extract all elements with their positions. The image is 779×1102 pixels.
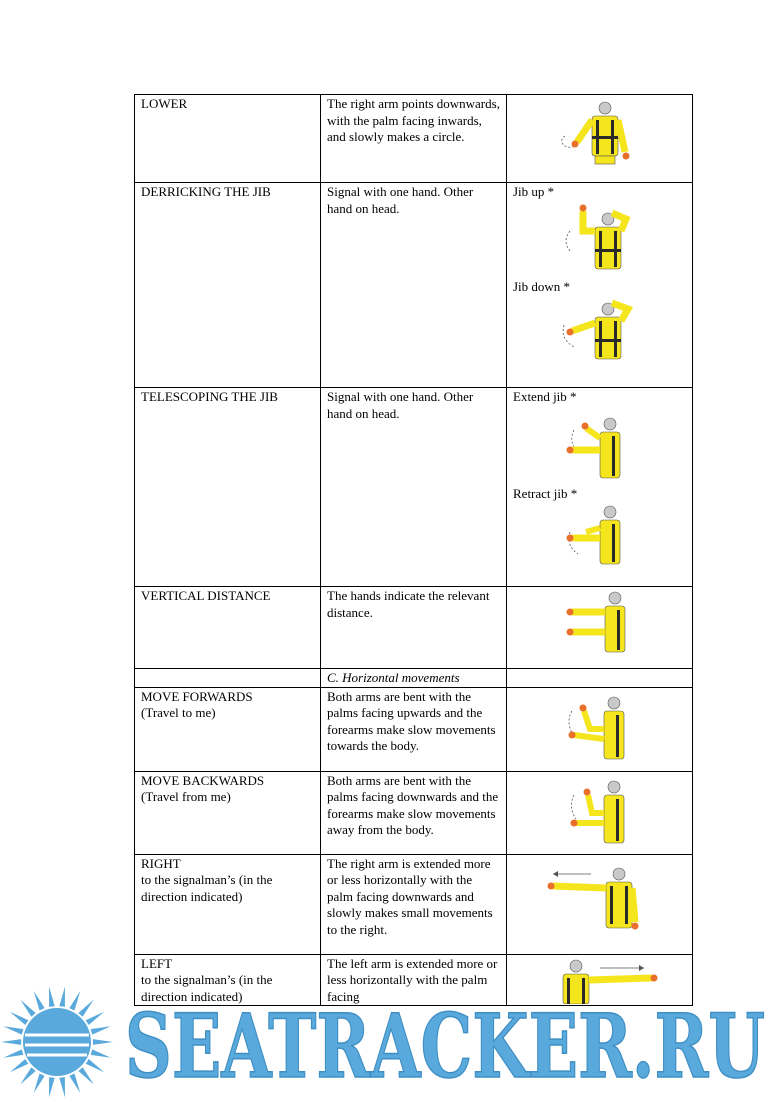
table-row-move-forwards bbox=[135, 687, 693, 771]
jib-up-label: Jib up * bbox=[513, 184, 555, 199]
table-row-lower bbox=[135, 95, 693, 183]
sun-ray bbox=[59, 1077, 65, 1097]
empty-cell bbox=[135, 669, 321, 688]
sun-logo-icon bbox=[1, 987, 113, 1098]
sun-ray bbox=[69, 1073, 80, 1092]
signal-description: The right arm points downwards, with the palm facing inwards, and slowly makes a circle. bbox=[321, 95, 507, 183]
signals-table bbox=[134, 94, 693, 1006]
signalman-lower-figure bbox=[555, 96, 645, 176]
sun-ray bbox=[34, 1073, 45, 1092]
signal-figure-cell bbox=[507, 183, 693, 388]
signal-subtitle: (Travel from me) bbox=[141, 789, 231, 804]
sun-ray bbox=[91, 1026, 111, 1034]
table-row-telescoping bbox=[135, 388, 693, 587]
signal-name: MOVE FORWARDS bbox=[141, 688, 253, 704]
signal-name: TELESCOPING THE JIB bbox=[135, 388, 321, 587]
signal-name: LOWER bbox=[135, 95, 321, 183]
signalman-extend-jib-figure bbox=[560, 406, 640, 486]
signal-subtitle: to the signalman’s (in the direction indicated) bbox=[141, 872, 273, 904]
jib-down-label: Jib down * bbox=[513, 278, 571, 294]
signal-description: Both arms are bent with the palms facing downwards and the forearms make slow movements away from the body. bbox=[321, 771, 507, 854]
signal-name: MOVE BACKWARDS bbox=[141, 772, 265, 788]
signalman-retract-jib-figure bbox=[560, 502, 640, 566]
signal-description: The left arm is extended more or less horizontally with the palm facing bbox=[321, 954, 507, 1006]
signal-figure-cell bbox=[507, 854, 693, 954]
retract-jib-label: Retract jib * bbox=[513, 485, 578, 501]
signal-description: The right arm is extended more or less horizontally with the palm facing downwards and slowly makes small movements to the right. bbox=[321, 854, 507, 954]
signal-subtitle: to the signalman’s (in the direction indicated) bbox=[141, 972, 273, 1004]
signal-description: Signal with one hand. Other hand on head. bbox=[321, 183, 507, 388]
signal-name-cell bbox=[135, 771, 321, 854]
table-row-vertical-distance bbox=[135, 587, 693, 669]
signal-description: Signal with one hand. Other hand on head. bbox=[321, 388, 507, 587]
sun-ray bbox=[86, 1059, 104, 1072]
table-row-right bbox=[135, 854, 693, 954]
seatracker-watermark bbox=[0, 985, 779, 1102]
sun-ray bbox=[49, 1077, 55, 1097]
signal-name-cell bbox=[135, 687, 321, 771]
sun-ray bbox=[20, 1067, 35, 1084]
watermark-text: SEATRACKER.RU bbox=[125, 994, 765, 1098]
sun-ray bbox=[34, 991, 45, 1010]
table-row-derricking bbox=[135, 183, 693, 388]
signal-figure-cell bbox=[507, 95, 693, 183]
signalman-right-figure bbox=[545, 856, 655, 948]
signalman-jib-up-figure bbox=[550, 201, 650, 279]
signal-figure-cell bbox=[507, 771, 693, 854]
signalman-move-forwards-figure bbox=[560, 689, 640, 765]
signal-description: Both arms are bent with the palms facing upwards and the forearms make slow movements towards the body. bbox=[321, 687, 507, 771]
sun-ray bbox=[91, 1049, 111, 1057]
signal-figure-cell bbox=[507, 687, 693, 771]
sun-ray bbox=[86, 1012, 104, 1025]
sun-ray bbox=[93, 1039, 113, 1045]
sun-ray bbox=[10, 1012, 28, 1025]
extend-jib-label: Extend jib * bbox=[513, 389, 577, 404]
sun-ray bbox=[59, 987, 65, 1007]
sun-ray bbox=[3, 1049, 23, 1057]
sun-ray bbox=[1, 1039, 21, 1045]
section-title: C. Horizontal movements bbox=[321, 669, 507, 688]
sun-ray bbox=[3, 1026, 23, 1034]
signalman-jib-down-figure bbox=[550, 295, 650, 365]
sun-ray bbox=[78, 1000, 93, 1017]
signal-name: DERRICKING THE JIB bbox=[135, 183, 321, 388]
signalman-move-backwards-figure bbox=[560, 773, 640, 849]
signalman-vertical-distance-figure bbox=[560, 588, 640, 658]
signal-figure-cell bbox=[507, 587, 693, 669]
signal-name: RIGHT bbox=[141, 855, 181, 871]
signal-description: The hands indicate the relevant distance. bbox=[321, 587, 507, 669]
signal-subtitle: (Travel to me) bbox=[141, 705, 216, 720]
signal-name: VERTICAL DISTANCE bbox=[135, 587, 321, 669]
sun-ray bbox=[10, 1059, 28, 1072]
sun-ray bbox=[20, 1000, 35, 1017]
signal-name-cell bbox=[135, 854, 321, 954]
table-row-move-backwards bbox=[135, 771, 693, 854]
sun-ray bbox=[69, 991, 80, 1010]
signal-name: LEFT bbox=[141, 955, 173, 971]
sun-ray bbox=[78, 1067, 93, 1084]
signal-figure-cell bbox=[507, 388, 693, 587]
empty-cell bbox=[507, 669, 693, 688]
table-row-section bbox=[135, 669, 693, 688]
sun-ray bbox=[49, 987, 55, 1007]
